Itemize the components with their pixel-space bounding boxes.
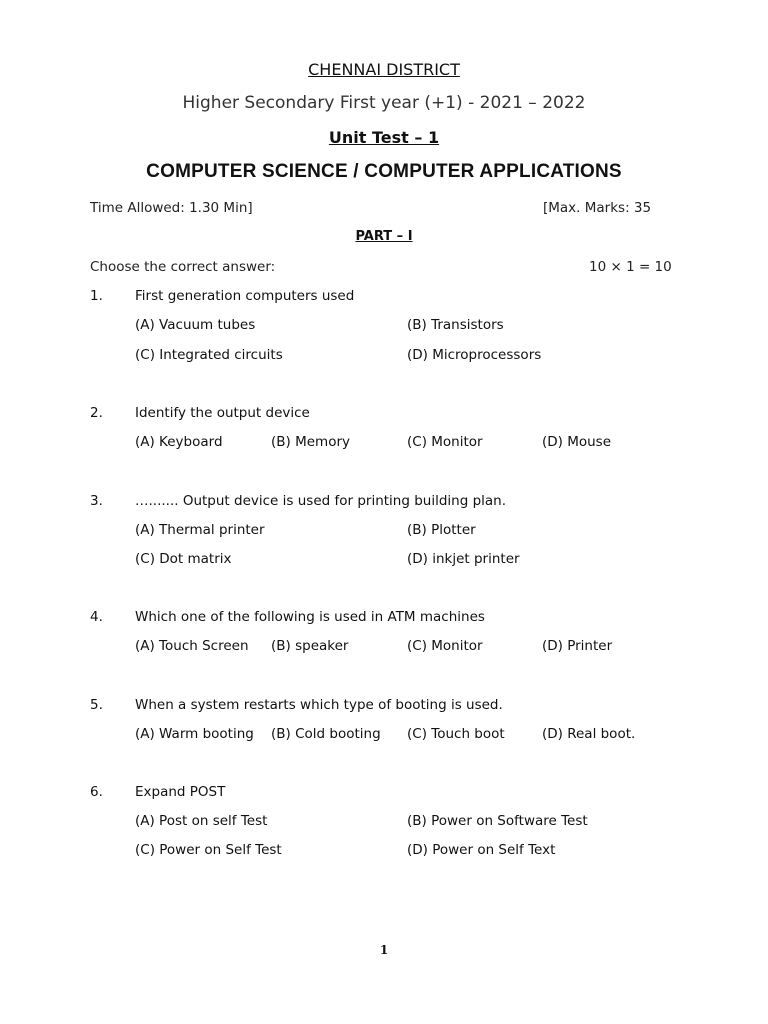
option-d: (D) Real boot. [542,726,636,742]
option-c: (C) Monitor [407,638,483,654]
option-a: (A) Touch Screen [135,638,249,654]
question-number: 6. [90,784,103,800]
scoring: 10 × 1 = 10 [589,259,672,275]
option-b: (B) speaker [271,638,349,654]
option-d: (D) Microprocessors [407,347,542,363]
question-number: 1. [90,288,103,304]
option-b: (B) Plotter [407,522,476,538]
option-b: (B) Power on Software Test [407,813,588,829]
question-text: Which one of the following is used in ATM machines [135,609,485,625]
question-number: 3. [90,493,103,509]
option-c: (C) Integrated circuits [135,347,283,363]
option-d: (D) Mouse [542,434,612,450]
option-d: (D) Printer [542,638,613,654]
option-b: (B) Cold booting [271,726,381,742]
option-c: (C) Dot matrix [135,551,232,567]
page-number: 1 [379,943,389,957]
max-marks: [Max. Marks: 35 [543,200,652,216]
question-number: 4. [90,609,103,625]
time-allowed: Time Allowed: 1.30 Min] [90,200,253,216]
option-c: (C) Power on Self Test [135,842,282,858]
instruction: Choose the correct answer: [90,259,276,275]
part-title: PART – I [355,229,413,244]
option-c: (C) Touch boot [407,726,505,742]
option-a: (A) Post on self Test [135,813,268,829]
question-number: 2. [90,405,103,421]
question-text: Expand POST [135,784,226,800]
question-text: …....... Output device is used for printing building plan. [135,493,507,509]
exam-subtitle: Higher Secondary First year (+1) - 2021 – 2022 [182,93,586,113]
option-b: (B) Transistors [407,317,504,333]
option-c: (C) Monitor [407,434,483,450]
option-d: (D) Power on Self Text [407,842,556,858]
question-text: First generation computers used [135,288,355,304]
option-a: (A) Warm booting [135,726,254,742]
option-d: (D) inkjet printer [407,551,520,567]
option-a: (A) Keyboard [135,434,223,450]
option-a: (A) Vacuum tubes [135,317,256,333]
unit-test-title: Unit Test – 1 [328,128,440,147]
option-b: (B) Memory [271,434,350,450]
question-text: Identify the output device [135,405,310,421]
option-a: (A) Thermal printer [135,522,265,538]
subject-title: COMPUTER SCIENCE / COMPUTER APPLICATIONS [146,161,622,182]
question-number: 5. [90,697,103,713]
district-title: CHENNAI DISTRICT [308,60,460,79]
question-text: When a system restarts which type of booting is used. [135,697,503,713]
